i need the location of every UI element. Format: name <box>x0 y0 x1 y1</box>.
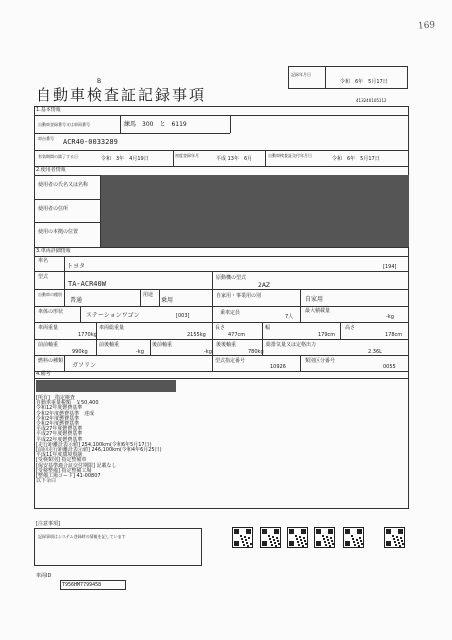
qr-code-6 <box>384 527 405 548</box>
remark-line: [受検整備] 指定整備工場 <box>36 467 92 474</box>
type-number-label: 型式指定番号 <box>215 358 246 364</box>
capacity-value: 7人 <box>285 314 294 320</box>
section-2-heading: 2.使用者情報 <box>36 167 66 173</box>
section-1-heading: 1.基本情報 <box>36 107 61 113</box>
reg-label: 自動車登録番号又は車両番号 <box>38 122 90 127</box>
remark-line: 平成22年度燃費基準 <box>36 436 83 443</box>
fuel-label: 燃料の種類 <box>38 358 64 364</box>
max-load-value: -kg <box>386 314 394 320</box>
expiry-value: 令和 3年 4月19日 <box>101 156 149 162</box>
engine-label: 原動機の型式 <box>216 275 247 281</box>
width-label: 幅 <box>265 325 271 331</box>
fuel-value: ガソリン <box>72 362 97 369</box>
remark-line: 自動車重量税額 ￥50,400 <box>36 400 99 407</box>
remark-line: [走行距離計表示値] 254,100km(令和6年5月17日) <box>36 441 152 448</box>
gross-weight-label: 車両総重量 <box>99 325 125 331</box>
marker-b: B <box>97 78 102 85</box>
first-reg-label: 初度登録年月 <box>175 153 199 158</box>
remark-line: 以下余白 <box>36 478 57 485</box>
qr-code-5 <box>343 527 364 548</box>
body-label: 車体の形状 <box>38 309 64 315</box>
body-code: [003] <box>176 313 190 319</box>
remark-line: [前回走行距離計表示値] 246,100km(令和4年6月25日) <box>36 447 162 453</box>
issue-label: 自動車検査証交付年月日 <box>268 153 312 158</box>
class-number-label: 類別区分番号 <box>305 358 336 364</box>
chassis-label: 車台番号 <box>38 136 54 141</box>
chassis-value: ACR40-0033289 <box>63 138 118 146</box>
maker-value: トヨタ <box>67 263 86 270</box>
redacted-user-info <box>101 175 409 247</box>
use-value: 乗用 <box>161 297 174 304</box>
qr-code-1 <box>232 527 253 548</box>
rear-front-axle-value: -kg <box>204 349 212 355</box>
redacted-remarks <box>36 380 176 392</box>
record-date-label: 記録年月日 <box>291 72 311 77</box>
front-front-axle-value: 990kg <box>72 349 88 355</box>
model-label: 型式 <box>38 274 49 280</box>
section-4-heading: 4.備考 <box>36 371 51 377</box>
remark-line: 平成27年度燃費基準 <box>36 426 83 433</box>
document-title: 自動車検査証記録事項 <box>36 86 207 104</box>
base-location-label: 使用の本拠の位置 <box>38 229 79 235</box>
user-name-label: 使用者の氏名又は名称 <box>38 182 89 188</box>
private-value: 自家用 <box>305 296 324 303</box>
front-rear-axle-value: -kg <box>136 349 144 355</box>
remark-line: [整備工場コード] 41-00807 <box>36 473 101 479</box>
capacity-label: 乗車定員 <box>220 310 241 316</box>
notice-text: 記録事項はシステム登録時の情報を記しています <box>38 534 126 539</box>
rear-rear-axle-value: 780kg <box>248 349 264 355</box>
rear-front-axle-label: 後前軸重 <box>152 342 173 348</box>
qr-code-4 <box>314 527 335 548</box>
gross-weight-value: 2155kg <box>187 332 206 338</box>
remark-line: 平成27年度燃費基準 <box>36 431 83 438</box>
expiry-label: 有効期間の満了する日 <box>38 154 78 159</box>
first-reg-value: 平成 13年 6月 <box>216 156 253 162</box>
issue-value: 令和 6年 5月17日 <box>332 156 380 162</box>
displacement-value: 2.36L <box>368 349 382 355</box>
displacement-label: 総排気量又は定格出力 <box>266 342 317 348</box>
vehicle-id-value: T956HM7799458 <box>62 582 102 588</box>
section-3-heading: 3.車両詳細情報 <box>36 248 71 254</box>
remark-line: [保安基準適合証交付期限] 記載なし <box>36 462 117 469</box>
user-address-label: 使用者の住所 <box>38 206 69 212</box>
width-value: 179cm <box>318 332 336 338</box>
model-value: TA-ACR40W <box>68 280 106 288</box>
notice-heading: [注意事項] <box>36 521 60 527</box>
record-date-box <box>288 66 408 89</box>
vehicle-id-label: 車両ID <box>36 573 52 579</box>
reg-value: 練馬 300 と 6119 <box>124 121 187 128</box>
remark-line: [受検類別] 指定整備車 <box>36 457 87 464</box>
maker-label: 車名 <box>38 258 49 264</box>
private-label: 自家用・事業用の別 <box>216 293 262 299</box>
kind-label: 自動車の種別 <box>38 292 62 297</box>
front-rear-axle-label: 前後軸重 <box>99 342 120 348</box>
maker-code: [194] <box>383 264 397 270</box>
type-number-value: 10926 <box>270 364 286 370</box>
qr-code-2 <box>260 527 281 548</box>
weight-value: 1770kg <box>78 332 97 338</box>
body-value: ステーションワゴン <box>86 312 140 319</box>
height-label: 高さ <box>345 325 356 331</box>
weight-label: 車両重量 <box>38 325 59 331</box>
document-number: 413240105112 <box>356 98 387 103</box>
height-value: 178cm <box>385 332 403 338</box>
length-value: 477cm <box>228 332 246 338</box>
max-load-label: 最大積載量 <box>305 308 331 314</box>
remark-line: 平成11年度環境規制 <box>36 452 83 459</box>
handwritten-page-number: 169 <box>417 20 436 32</box>
length-label: 長さ <box>215 325 226 331</box>
qr-code-3 <box>287 527 308 548</box>
remark-line: [所有] 指定検査 <box>36 395 75 401</box>
class-number-value: 0055 <box>383 364 396 370</box>
remark-line: 令和12年度燃費基準 <box>36 405 83 412</box>
engine-value: 2AZ <box>258 282 271 289</box>
remark-line: 令和2年度燃費基準 達成 <box>36 410 95 417</box>
remark-line: 令和2年度燃費基準 <box>36 415 80 422</box>
front-front-axle-label: 前前軸重 <box>38 342 59 348</box>
rear-rear-axle-label: 後後軸重 <box>216 342 237 348</box>
kind-value: 普通 <box>70 297 83 304</box>
record-date-value: 令和 6年 5月17日 <box>340 79 388 85</box>
use-label: 用途 <box>143 292 154 298</box>
remark-line: 令和2年度燃費基準 <box>36 421 80 427</box>
